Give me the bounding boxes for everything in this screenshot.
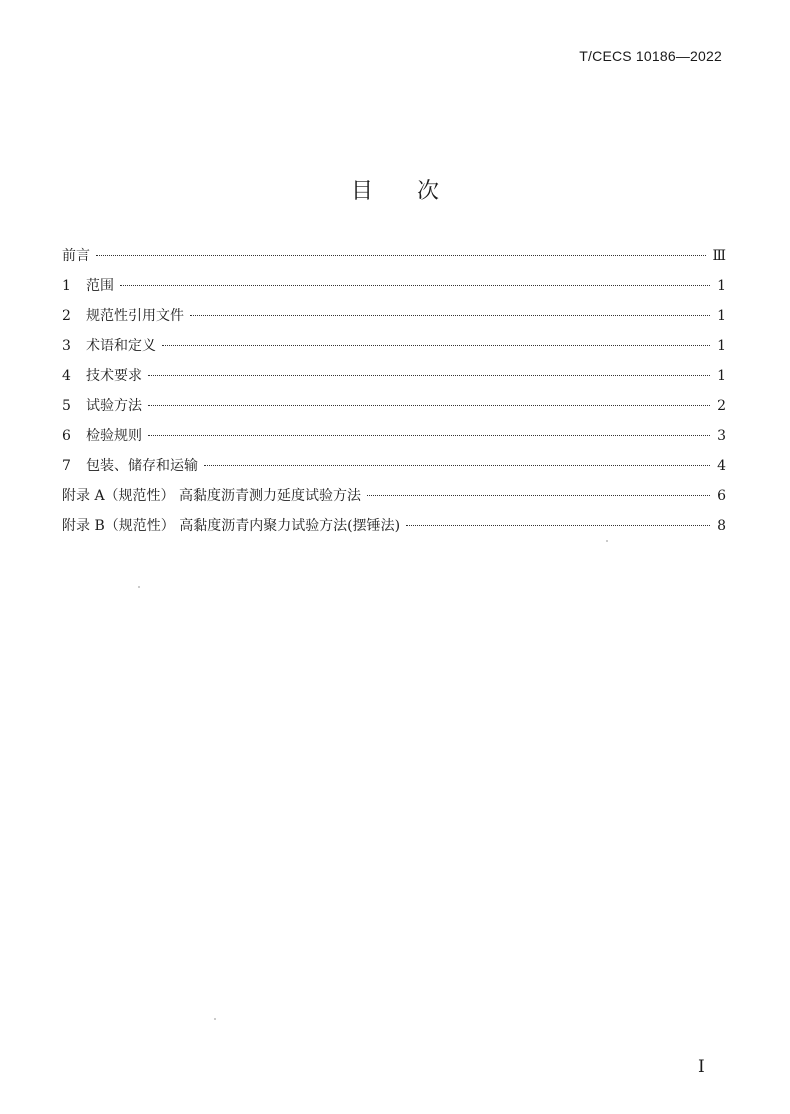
toc-page-number: 2 xyxy=(717,398,726,414)
toc-page-number: Ⅲ xyxy=(712,248,726,264)
scan-speck xyxy=(214,1018,216,1020)
dot-leader xyxy=(367,495,710,496)
dot-leader xyxy=(148,375,710,376)
title-char-2: 次 xyxy=(417,179,440,204)
dot-leader xyxy=(162,345,710,346)
title-char-1: 目 xyxy=(350,179,373,204)
page-number: I xyxy=(698,1057,705,1077)
toc-section-number: 4 xyxy=(62,368,71,384)
toc-page-number: 4 xyxy=(717,458,726,474)
toc-page-number: 1 xyxy=(717,338,726,354)
toc-entry-scope[interactable] xyxy=(62,276,726,306)
toc-entry-packaging[interactable] xyxy=(62,456,726,486)
toc-page-number: 1 xyxy=(717,278,726,294)
toc-entry-requirements[interactable] xyxy=(62,366,726,396)
toc-section-number: 6 xyxy=(62,428,71,444)
toc-label: 术语和定义 xyxy=(86,338,156,354)
toc-page-number: 8 xyxy=(717,518,726,534)
dot-leader xyxy=(120,285,710,286)
document-code: T/CECS 10186—2022 xyxy=(579,48,722,64)
toc-section-number: 1 xyxy=(62,278,71,294)
toc-section-number: 3 xyxy=(62,338,71,354)
toc-entry-test-methods[interactable] xyxy=(62,396,726,426)
toc-page-number: 3 xyxy=(717,428,726,444)
toc-label: 规范性引用文件 xyxy=(86,308,184,324)
toc-section-number: 7 xyxy=(62,458,71,474)
toc-page-number: 1 xyxy=(717,368,726,384)
toc-section-number: 2 xyxy=(62,308,71,324)
toc-page-number: 1 xyxy=(717,308,726,324)
toc-entry-inspection-rules[interactable] xyxy=(62,426,726,456)
toc-entry-normative-references[interactable] xyxy=(62,306,726,336)
toc-label: 检验规则 xyxy=(86,428,142,444)
toc-label: 附录 B（规范性） 高黏度沥青内聚力试验方法(摆锤法) xyxy=(62,518,401,534)
toc-page-number: 6 xyxy=(717,488,726,504)
toc-entry-terms[interactable] xyxy=(62,336,726,366)
toc-label: 试验方法 xyxy=(86,398,142,414)
toc-label: 附录 A（规范性） 高黏度沥青测力延度试验方法 xyxy=(62,488,362,504)
scan-speck xyxy=(138,586,140,588)
dot-leader xyxy=(406,525,710,526)
scan-speck xyxy=(606,540,608,542)
page-title xyxy=(0,174,790,205)
toc-label: 包装、储存和运输 xyxy=(86,458,198,474)
dot-leader xyxy=(204,465,710,466)
toc-section-number: 5 xyxy=(62,398,71,414)
toc-label: 前言 xyxy=(62,248,90,264)
toc-entry-appendix-b[interactable] xyxy=(62,516,726,546)
toc-label: 技术要求 xyxy=(86,368,142,384)
dot-leader xyxy=(148,435,710,436)
toc-entry-foreword[interactable] xyxy=(62,246,726,276)
table-of-contents xyxy=(62,246,726,546)
dot-leader xyxy=(148,405,710,406)
dot-leader xyxy=(190,315,710,316)
toc-label: 范围 xyxy=(86,278,114,294)
toc-entry-appendix-a[interactable] xyxy=(62,486,726,516)
dot-leader xyxy=(96,255,706,256)
